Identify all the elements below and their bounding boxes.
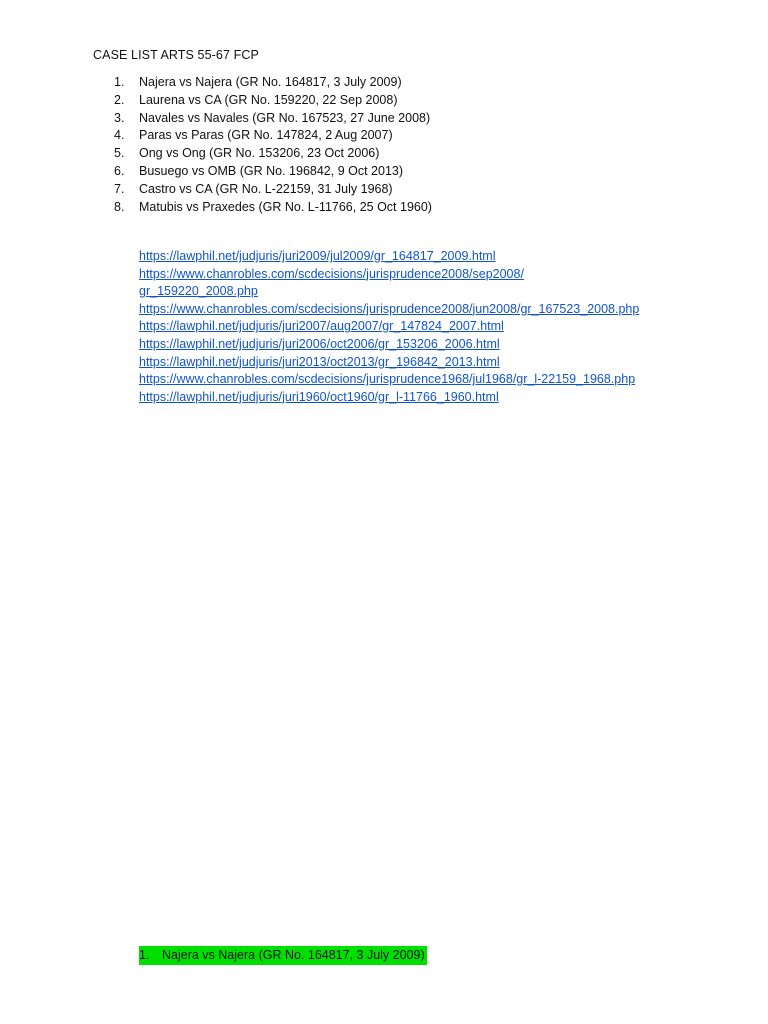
case-link[interactable]: https://www.chanrobles.com/scdecisions/jurisprudence2008/sep2008/ [139,266,524,281]
list-item [114,110,432,128]
case-link[interactable]: gr_159220_2008.php [139,284,258,299]
list-number: 6. [114,163,125,178]
case-title: Busuego vs OMB (GR No. 196842, 9 Oct 2013) [139,163,404,178]
case-title: Paras vs Paras (GR No. 147824, 2 Aug 2007) [139,128,393,143]
list-number: 3. [114,110,125,125]
case-link[interactable]: https://lawphil.net/judjuris/juri2013/oct2013/gr_196842_2013.html [139,354,500,369]
case-link[interactable]: https://www.chanrobles.com/scdecisions/jurisprudence2008/jun2008/gr_167523_2008.php [139,301,640,316]
list-item [114,127,432,145]
list-item [114,163,432,181]
list-number: 7. [114,181,125,196]
list-number: 5. [114,146,125,161]
case-title: Castro vs CA (GR No. L-22159, 31 July 1968) [139,181,393,196]
list-number: 8. [114,199,125,214]
case-link[interactable]: https://lawphil.net/judjuris/juri2009/jul2009/gr_164817_2009.html [139,249,496,263]
case-link[interactable]: https://lawphil.net/judjuris/juri1960/oct1960/gr_l-11766_1960.html [139,389,499,404]
list-number: 1. [114,75,125,89]
case-title: Najera vs Najera (GR No. 164817, 3 July 2009) [139,75,402,89]
case-link[interactable]: https://lawphil.net/judjuris/juri2006/oct2006/gr_153206_2006.html [139,336,500,351]
list-item [114,74,432,92]
case-title: Matubis vs Praxedes (GR No. L-11766, 25 Oct 1960) [139,199,432,214]
list-item [114,181,432,199]
case-title: Ong vs Ong (GR No. 153206, 23 Oct 2006) [139,146,380,161]
case-title: Laurena vs CA (GR No. 159220, 22 Sep 2008) [139,92,398,107]
list-item [114,199,432,217]
highlighted-case-heading [139,946,427,965]
list-number: 4. [114,128,125,143]
case-list [114,74,432,216]
list-item [114,92,432,110]
list-number: 1. [139,948,150,962]
case-title: Navales vs Navales (GR No. 167523, 27 June 2008) [139,110,431,125]
case-link[interactable]: https://lawphil.net/judjuris/juri2007/aug2007/gr_147824_2007.html [139,319,504,334]
case-link[interactable]: https://www.chanrobles.com/scdecisions/jurisprudence1968/jul1968/gr_l-22159_1968.php [139,372,636,387]
list-item [114,145,432,163]
link-list [139,248,639,406]
list-number: 2. [114,92,125,107]
case-title: Najera vs Najera (GR No. 164817, 3 July 2009) [162,948,425,962]
page-title: CASE LIST ARTS 55-67 FCP [93,48,259,62]
